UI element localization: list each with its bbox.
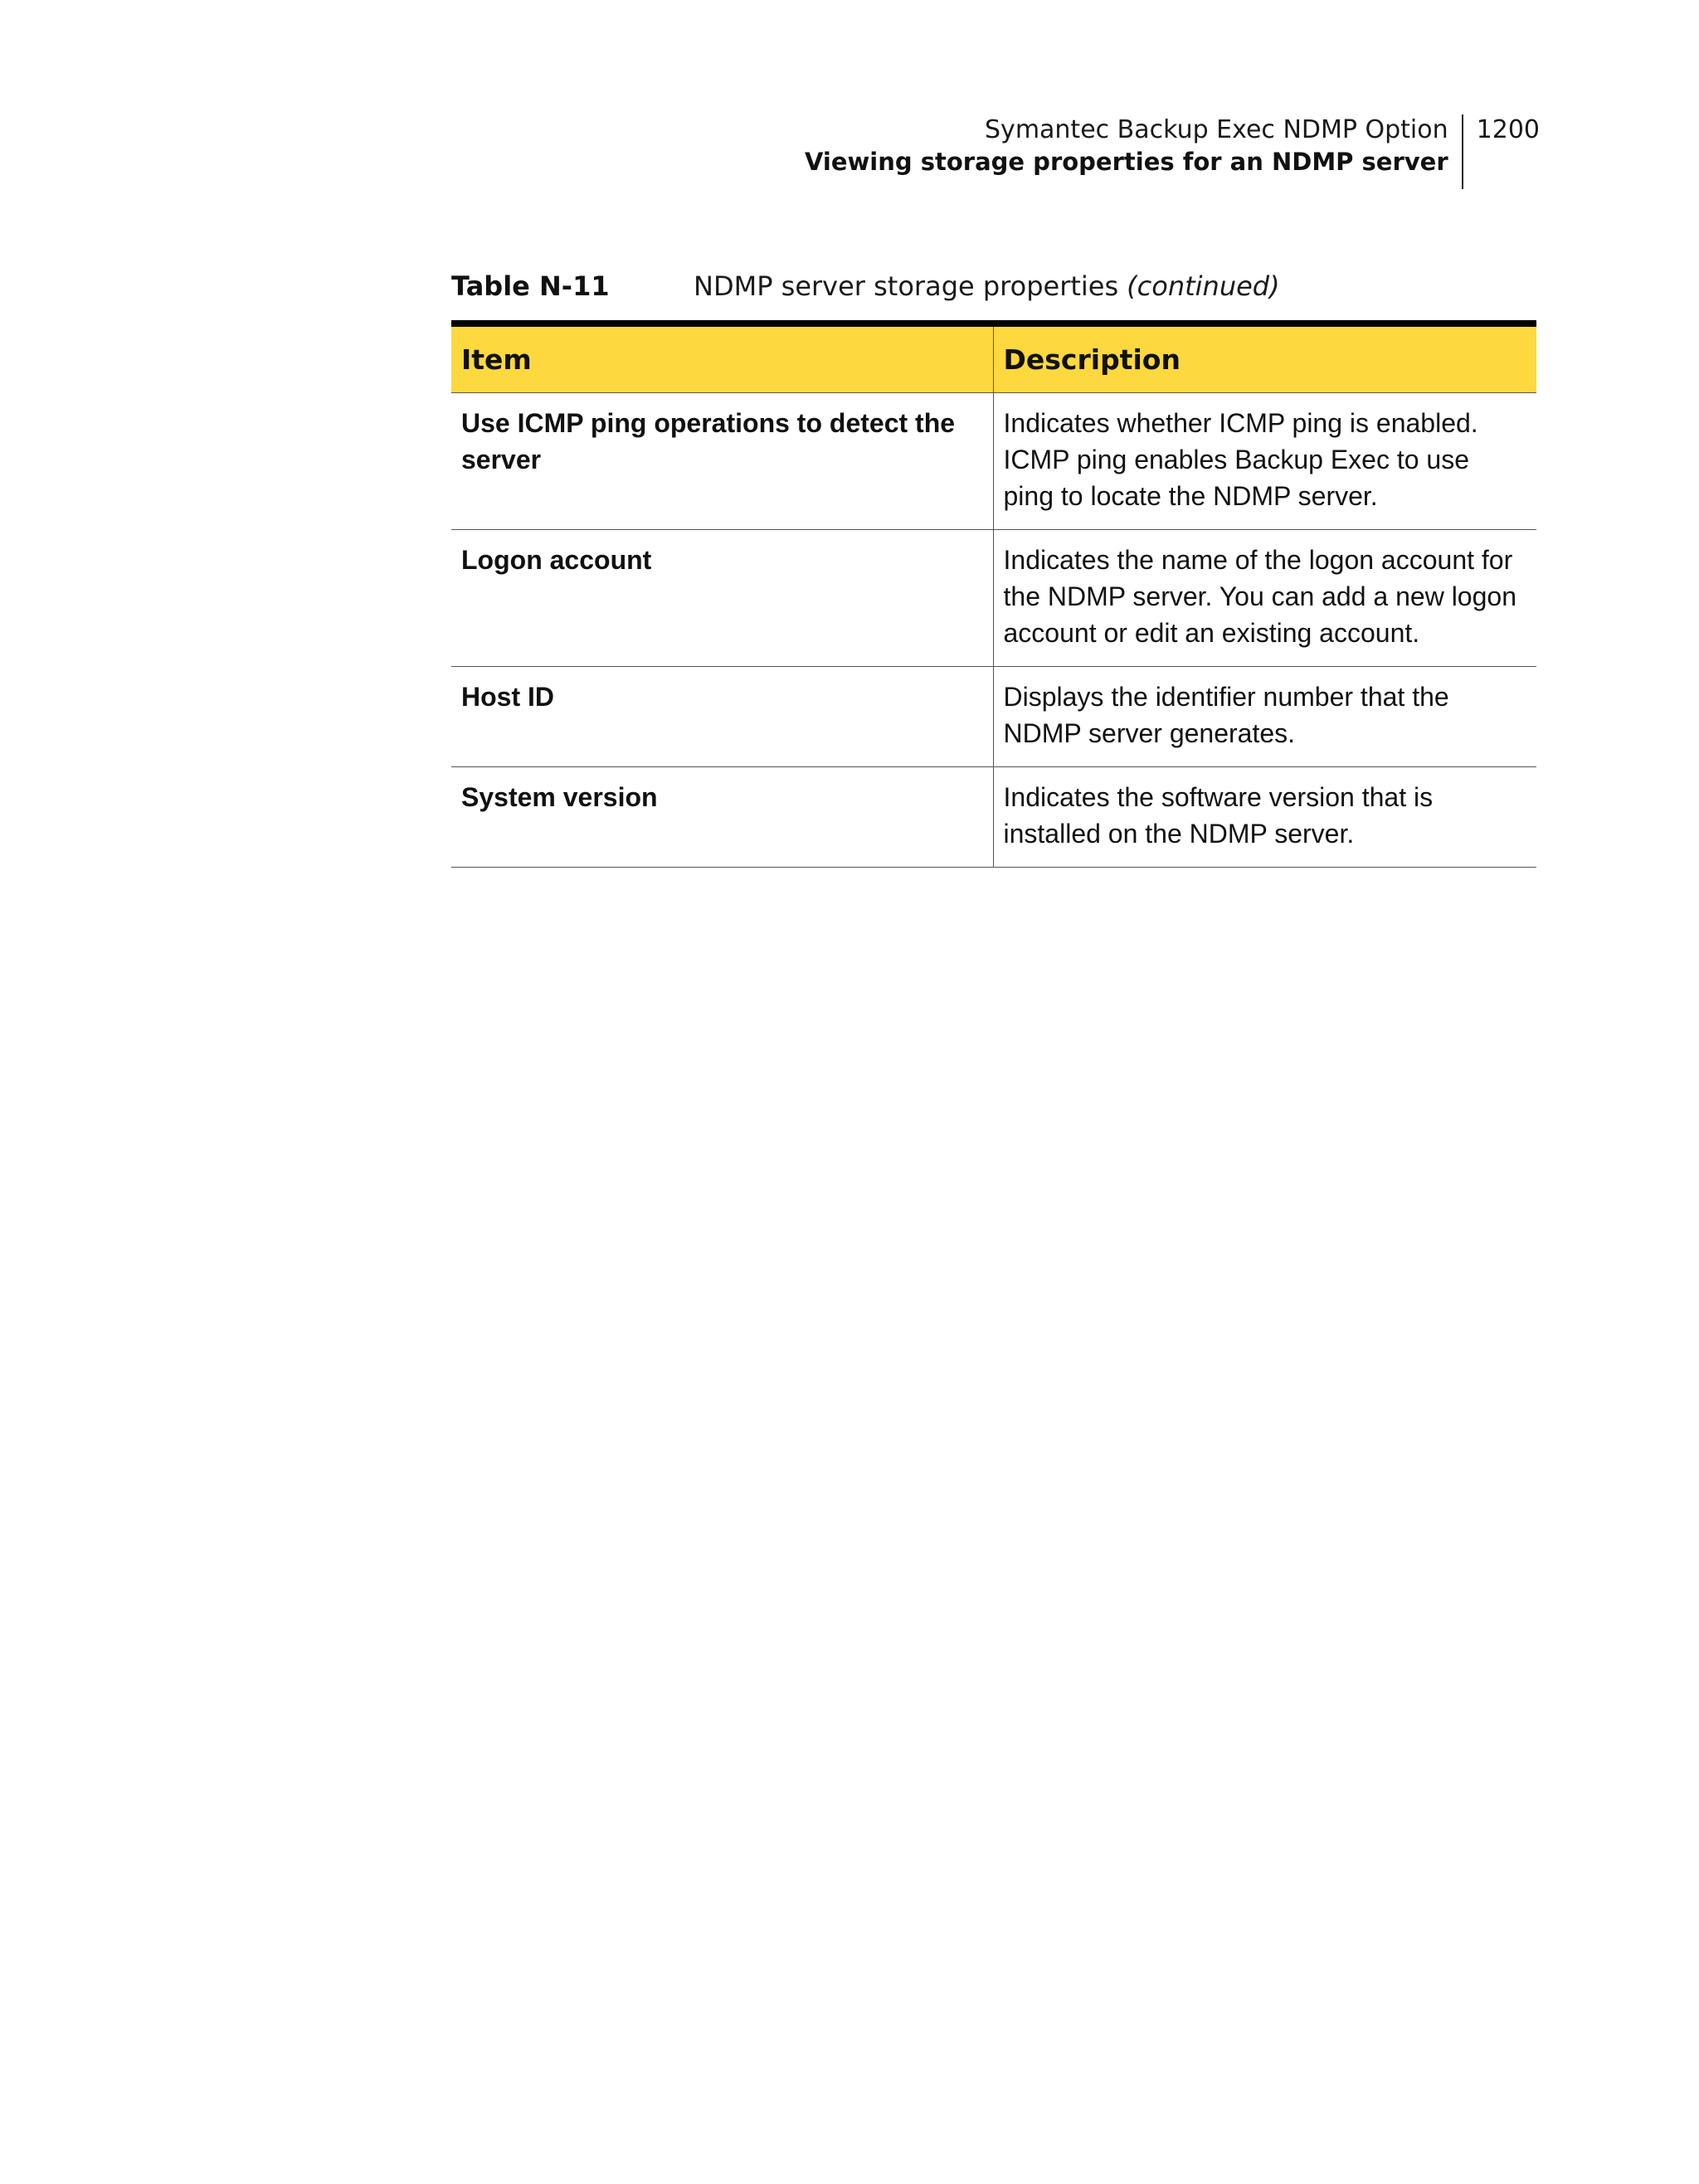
row-description: Indicates whether ICMP ping is enabled. ICMP ping enables Backup Exec to use ping to locate the NDMP server. bbox=[993, 393, 1536, 530]
table-row bbox=[451, 667, 1536, 767]
properties-table-container bbox=[451, 320, 1536, 868]
row-item: System version bbox=[451, 767, 993, 868]
running-header bbox=[805, 114, 1540, 189]
row-item: Logon account bbox=[451, 530, 993, 667]
table-row bbox=[451, 393, 1536, 530]
table-title-text: NDMP server storage properties bbox=[694, 270, 1119, 302]
section-title: Viewing storage properties for an NDMP server bbox=[804, 148, 1448, 176]
page-number: 1200 bbox=[1476, 115, 1540, 144]
properties-table bbox=[451, 320, 1536, 868]
row-description: Indicates the name of the logon account for the NDMP server. You can add a new logon account or edit an existing account. bbox=[993, 530, 1536, 667]
chapter-title: Symantec Backup Exec NDMP Option bbox=[985, 115, 1448, 144]
table-header-row bbox=[451, 323, 1536, 393]
row-item: Host ID bbox=[451, 667, 993, 767]
table-row bbox=[451, 530, 1536, 667]
row-description: Displays the identifier number that the NDMP server generates. bbox=[993, 667, 1536, 767]
table-continued: (continued) bbox=[1127, 270, 1280, 302]
table-row bbox=[451, 767, 1536, 868]
row-description: Indicates the software version that is installed on the NDMP server. bbox=[993, 767, 1536, 868]
column-header-item: Item bbox=[451, 323, 993, 393]
table-label: Table N-11 bbox=[451, 270, 610, 302]
table-caption bbox=[451, 270, 1536, 302]
column-header-description: Description bbox=[993, 323, 1536, 393]
table-title bbox=[694, 270, 1280, 302]
row-item: Use ICMP ping operations to detect the server bbox=[451, 393, 993, 530]
running-header-text bbox=[805, 114, 1463, 189]
